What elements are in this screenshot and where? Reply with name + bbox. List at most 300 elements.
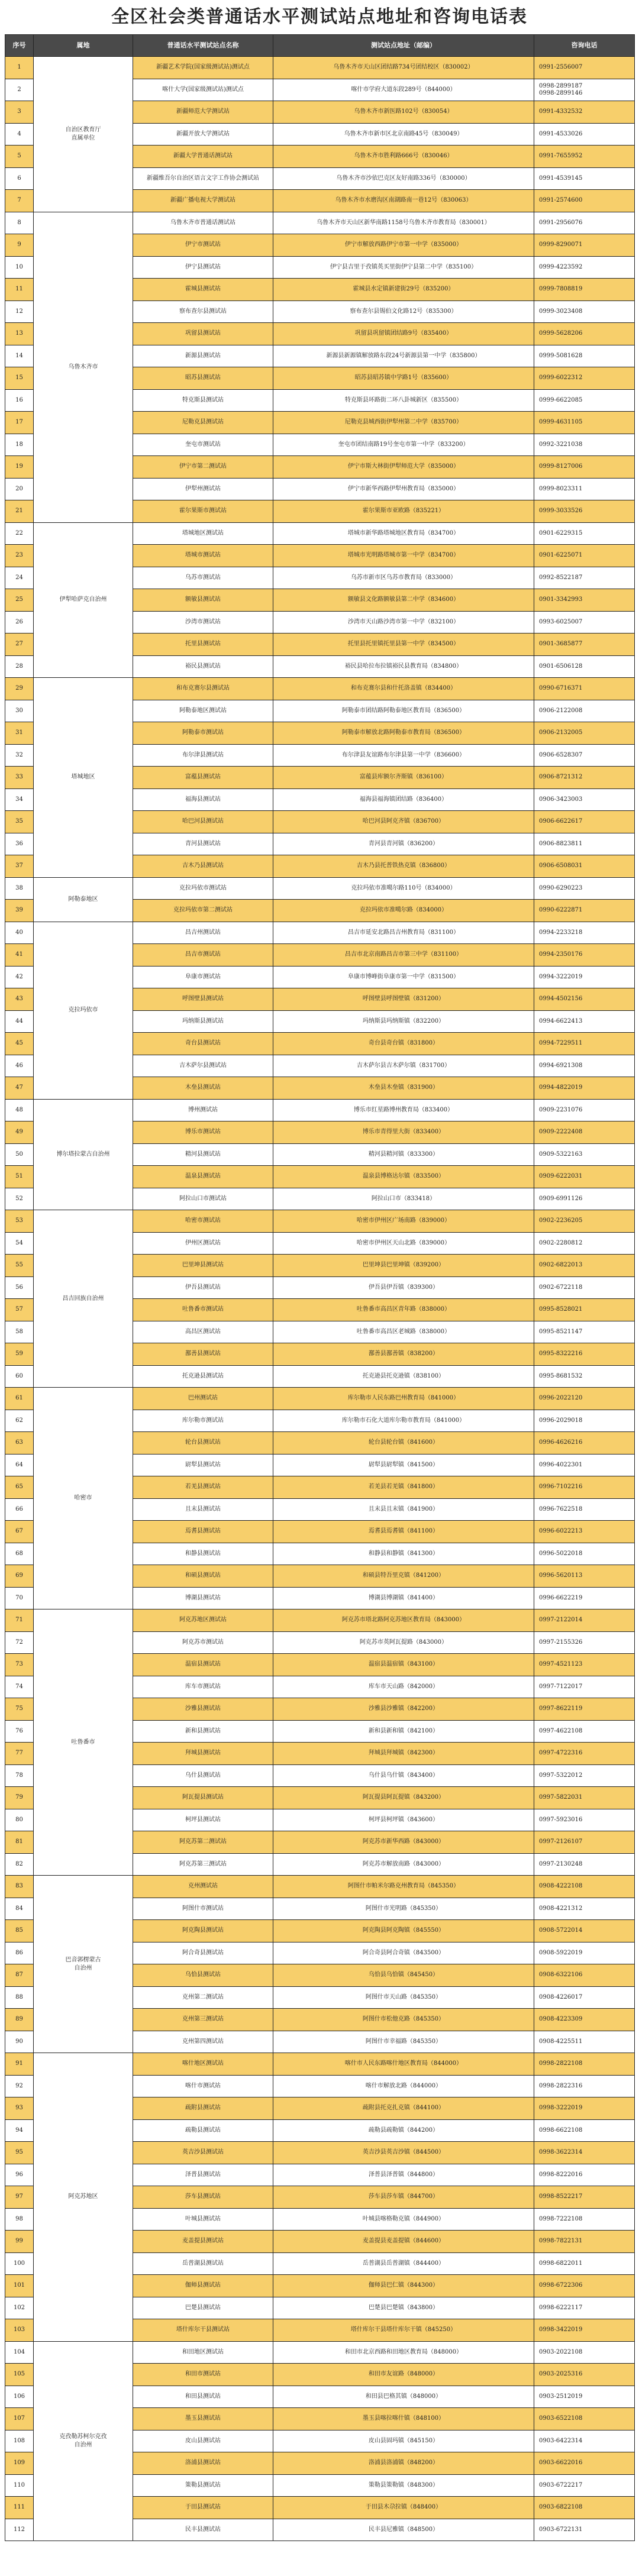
- station-address: 阿勒泰市解放北路阿勒泰市教育局（836500）: [273, 722, 534, 745]
- station-name: 昭苏县测试站: [133, 367, 273, 390]
- contact-phone: 0999-7808819: [534, 279, 635, 301]
- station-address: 博湖县博湖镇（841400）: [273, 1587, 534, 1609]
- row-number: 79: [5, 1787, 34, 1809]
- row-number: 103: [5, 2319, 34, 2342]
- area-cell: 克孜勒苏柯尔克孜 自治州: [34, 2341, 133, 2541]
- contact-phone: 0998-6722306: [534, 2275, 635, 2297]
- contact-phone: 0908-6322106: [534, 1964, 635, 1987]
- station-name: 吉木萨尔县测试站: [133, 1055, 273, 1077]
- contact-phone: 0901-6506128: [534, 655, 635, 678]
- station-address: 阿图什市幸福路（845350）: [273, 2031, 534, 2053]
- station-name: 阜康市测试站: [133, 966, 273, 988]
- station-name: 裕民县测试站: [133, 655, 273, 678]
- station-address: 阿克苏市解放南路（843000）: [273, 1853, 534, 1876]
- contact-phone: 0901-3342993: [534, 589, 635, 612]
- contact-phone: 0908-4222108: [534, 1876, 635, 1898]
- station-address: 木垒县木垒镇（831900）: [273, 1077, 534, 1100]
- station-name: 昌吉州测试站: [133, 922, 273, 944]
- header-tel: 咨询电话: [534, 35, 635, 57]
- row-number: 74: [5, 1676, 34, 1698]
- station-address: 轮台县轮台镇（841600）: [273, 1432, 534, 1455]
- row-number: 42: [5, 966, 34, 988]
- contact-phone: 0991-4539145: [534, 167, 635, 190]
- station-name: 喀什大学(国家级测试站)测试点: [133, 79, 273, 101]
- station-address: 洛浦县洛浦镇（848200）: [273, 2452, 534, 2475]
- row-number: 82: [5, 1853, 34, 1876]
- contact-phone: 0998-7822131: [534, 2231, 635, 2253]
- contact-phone: 0903-6422314: [534, 2430, 635, 2452]
- row-number: 65: [5, 1476, 34, 1499]
- station-address: 巴里坤县巴里坤镇（839200）: [273, 1255, 534, 1277]
- station-name: 乌鲁木齐市普通话测试站: [133, 212, 273, 234]
- contact-phone: 0997-4622108: [534, 1720, 635, 1743]
- station-name: 精河县测试站: [133, 1143, 273, 1166]
- station-name: 阿瓦提县测试站: [133, 1787, 273, 1809]
- station-address: 阿拉山口市（833418）: [273, 1188, 534, 1210]
- row-number: 49: [5, 1121, 34, 1144]
- station-name: 叶城县测试站: [133, 2208, 273, 2231]
- station-name: 和布克赛尔县测试站: [133, 678, 273, 700]
- row-number: 21: [5, 500, 34, 523]
- station-name: 克拉玛依市第二测试站: [133, 900, 273, 922]
- station-address: 策勒县策勒镇（848300）: [273, 2474, 534, 2497]
- station-name: 吐鲁番市测试站: [133, 1299, 273, 1321]
- table-row: [5, 1609, 635, 1632]
- row-number: 52: [5, 1188, 34, 1210]
- station-name: 新疆广播电视大学测试站: [133, 190, 273, 212]
- row-number: 37: [5, 855, 34, 878]
- contact-phone: 0996-2022120: [534, 1388, 635, 1410]
- station-name: 新疆大学普通话测试站: [133, 146, 273, 168]
- row-number: 91: [5, 2053, 34, 2076]
- contact-phone: 0991-2574600: [534, 190, 635, 212]
- row-number: 38: [5, 877, 34, 900]
- row-number: 5: [5, 146, 34, 168]
- row-number: 92: [5, 2075, 34, 2097]
- station-name: 新疆艺术学院(国家级测试站)测试点: [133, 57, 273, 79]
- station-name: 鄯善县测试站: [133, 1343, 273, 1366]
- station-name: 巴里坤县测试站: [133, 1255, 273, 1277]
- row-number: 106: [5, 2386, 34, 2408]
- station-name: 阿图什市测试站: [133, 1898, 273, 1920]
- row-number: 84: [5, 1898, 34, 1920]
- row-number: 54: [5, 1232, 34, 1255]
- station-address: 和田市友谊路（848000）: [273, 2364, 534, 2386]
- station-name: 阿勒泰地区测试站: [133, 700, 273, 722]
- row-number: 108: [5, 2430, 34, 2452]
- station-name: 喀什地区测试站: [133, 2053, 273, 2076]
- station-address: 尉犁县尉犁镇（841500）: [273, 1454, 534, 1476]
- row-number: 63: [5, 1432, 34, 1455]
- row-number: 3: [5, 101, 34, 124]
- row-number: 72: [5, 1631, 34, 1654]
- header-name: 普通话水平测试站点名称: [133, 35, 273, 57]
- contact-phone: 0994-2233218: [534, 922, 635, 944]
- contact-phone: 0901-3685877: [534, 634, 635, 656]
- station-name: 若羌县测试站: [133, 1476, 273, 1499]
- contact-phone: 0903-6722217: [534, 2474, 635, 2497]
- contact-phone: 0998-7222108: [534, 2208, 635, 2231]
- station-address: 霍城县水定镇新建街29号（835200）: [273, 279, 534, 301]
- contact-phone: 0999-8290071: [534, 234, 635, 257]
- contact-phone: 0990-6222871: [534, 900, 635, 922]
- station-name: 玛纳斯县测试站: [133, 1010, 273, 1033]
- row-number: 57: [5, 1299, 34, 1321]
- area-cell: 乌鲁木齐市: [34, 212, 133, 522]
- station-name: 额敏县测试站: [133, 589, 273, 612]
- contact-phone: 0903-6822108: [534, 2497, 635, 2519]
- row-number: 2: [5, 79, 34, 101]
- row-number: 109: [5, 2452, 34, 2475]
- contact-phone: 0998-8522217: [534, 2186, 635, 2209]
- station-name: 乌苏市测试站: [133, 567, 273, 589]
- contact-phone: 0997-2126107: [534, 1831, 635, 1854]
- station-address: 玛纳斯县玛纳斯镇（832200）: [273, 1010, 534, 1033]
- row-number: 96: [5, 2164, 34, 2186]
- contact-phone: 0909-2231076: [534, 1099, 635, 1121]
- row-number: 4: [5, 123, 34, 146]
- contact-phone: 0999-5628206: [534, 323, 635, 345]
- station-address: 新源县新源镇解放路东段24号新源县第一中学（835800）: [273, 345, 534, 367]
- table-body: [5, 57, 635, 2541]
- station-address: 和田县巴格其镇（848000）: [273, 2386, 534, 2408]
- station-address: 塔城市新华路塔城地区教育局（834700）: [273, 522, 534, 545]
- station-address: 拜城县拜城镇（842300）: [273, 1743, 534, 1765]
- station-address: 库尔勒市人民东路巴州教育局（841000）: [273, 1388, 534, 1410]
- row-number: 35: [5, 811, 34, 833]
- contact-phone: 0991-2956076: [534, 212, 635, 234]
- area-cell: 伊犁哈萨克自治州: [34, 522, 133, 678]
- contact-phone: 0991-2556007: [534, 57, 635, 79]
- station-address: 托里县托里镇托里县第一中学（834500）: [273, 634, 534, 656]
- station-address: 塔什库尔干县塔什库尔干镇（845250）: [273, 2319, 534, 2342]
- station-address: 乌鲁木齐市天山区新华南路1158号乌鲁木齐市教育局（830001）: [273, 212, 534, 234]
- row-number: 44: [5, 1010, 34, 1033]
- row-number: 19: [5, 456, 34, 479]
- station-address: 哈巴河县阿克齐镇（836700）: [273, 811, 534, 833]
- station-name: 塔什库尔干县测试站: [133, 2319, 273, 2342]
- row-number: 93: [5, 2097, 34, 2120]
- row-number: 67: [5, 1521, 34, 1543]
- area-cell: 吐鲁番市: [34, 1609, 133, 1876]
- contact-phone: 0903-2512019: [534, 2386, 635, 2408]
- station-address: 吉木乃县托普铁热克镇（836800）: [273, 855, 534, 878]
- station-name: 阿克苏地区测试站: [133, 1609, 273, 1632]
- station-address: 和布克赛尔县和什托洛盖镇（834400）: [273, 678, 534, 700]
- station-address: 民丰县尼雅镇（848500）: [273, 2519, 534, 2541]
- station-name: 民丰县测试站: [133, 2519, 273, 2541]
- contact-phone: 0997-5822031: [534, 1787, 635, 1809]
- row-number: 58: [5, 1321, 34, 1343]
- contact-phone: 0997-7122017: [534, 1676, 635, 1698]
- contact-phone: 0997-2122014: [534, 1609, 635, 1632]
- row-number: 48: [5, 1099, 34, 1121]
- contact-phone: 0997-2130248: [534, 1853, 635, 1876]
- station-name: 阿勒泰市测试站: [133, 722, 273, 745]
- row-number: 25: [5, 589, 34, 612]
- header-no: 序号: [5, 35, 34, 57]
- station-address: 阜康市博峰街阜康市第一中学（831500）: [273, 966, 534, 988]
- station-address: 岳普湖县岳普湖镇（844400）: [273, 2252, 534, 2275]
- row-number: 107: [5, 2408, 34, 2430]
- station-name: 巴楚县测试站: [133, 2297, 273, 2319]
- station-name: 阿克苏第二测试站: [133, 1831, 273, 1854]
- contact-phone: 0906-8823811: [534, 833, 635, 855]
- contact-phone: 0908-4226017: [534, 1986, 635, 2009]
- row-number: 55: [5, 1255, 34, 1277]
- page-title: 全区社会类普通话水平测试站点地址和咨询电话表: [111, 7, 528, 27]
- row-number: 30: [5, 700, 34, 722]
- row-number: 75: [5, 1698, 34, 1721]
- contact-phone: 0996-2029018: [534, 1410, 635, 1432]
- row-number: 56: [5, 1276, 34, 1299]
- station-address: 泽普县泽普镇（844800）: [273, 2164, 534, 2186]
- station-address: 托克逊县托克逊镇（838100）: [273, 1365, 534, 1388]
- contact-phone: 0999-3023408: [534, 300, 635, 323]
- contact-phone: 0997-2155326: [534, 1631, 635, 1654]
- row-number: 70: [5, 1587, 34, 1609]
- row-number: 97: [5, 2186, 34, 2209]
- row-number: 41: [5, 944, 34, 967]
- contact-phone: 0991-7655952: [534, 146, 635, 168]
- station-address: 精河县精河镇（833300）: [273, 1143, 534, 1166]
- station-name: 皮山县测试站: [133, 2430, 273, 2452]
- row-number: 77: [5, 1743, 34, 1765]
- station-name: 新源县测试站: [133, 345, 273, 367]
- station-address: 英吉沙县英吉沙镇（844500）: [273, 2142, 534, 2164]
- contact-phone: 0994-7229511: [534, 1033, 635, 1055]
- contact-phone: 0906-2122008: [534, 700, 635, 722]
- row-number: 18: [5, 434, 34, 456]
- table-row: [5, 877, 635, 900]
- station-name: 阿拉山口市测试站: [133, 1188, 273, 1210]
- contact-phone: 0908-5722014: [534, 1920, 635, 1942]
- station-name: 沙雅县测试站: [133, 1698, 273, 1721]
- station-name: 巴州测试站: [133, 1388, 273, 1410]
- station-name: 哈巴河县测试站: [133, 811, 273, 833]
- row-number: 88: [5, 1986, 34, 2009]
- station-name: 岳普湖县测试站: [133, 2252, 273, 2275]
- station-name: 伊宁市测试站: [133, 234, 273, 257]
- contact-phone: 0998-3622314: [534, 2142, 635, 2164]
- station-name: 疏附县测试站: [133, 2097, 273, 2120]
- table-header: [5, 35, 635, 57]
- table-row: [5, 678, 635, 700]
- area-cell: 昌吉回族自治州: [34, 1210, 133, 1388]
- station-name: 阿合奇县测试站: [133, 1942, 273, 1964]
- station-address: 塔城市光明路塔城市第一中学（834700）: [273, 545, 534, 567]
- station-address: 福海县福海镇团结路（836400）: [273, 788, 534, 811]
- station-address: 昌吉市延安北路昌吉州教育局（831100）: [273, 922, 534, 944]
- station-address: 墨玉县喀拉喀什镇（848100）: [273, 2408, 534, 2430]
- row-number: 94: [5, 2119, 34, 2142]
- area-cell: 自治区教育厅 直属单位: [34, 57, 133, 212]
- station-address: 乌苏市新市区乌苏市教育局（833000）: [273, 567, 534, 589]
- station-address: 喀什市人民东路喀什地区教育局（844000）: [273, 2053, 534, 2076]
- station-name: 乌什县测试站: [133, 1764, 273, 1787]
- station-address: 尼勒克县城西街伊犁州第二中学（835700）: [273, 412, 534, 434]
- row-number: 100: [5, 2252, 34, 2275]
- area-cell: 塔城地区: [34, 678, 133, 878]
- station-name: 博湖县测试站: [133, 1587, 273, 1609]
- row-number: 104: [5, 2341, 34, 2364]
- contact-phone: 0996-4022301: [534, 1454, 635, 1476]
- row-number: 98: [5, 2208, 34, 2231]
- station-address: 乌恰县乌恰镇（845450）: [273, 1964, 534, 1987]
- contact-phone: 0996-7102216: [534, 1476, 635, 1499]
- station-address: 阿图什市光明路（845350）: [273, 1898, 534, 1920]
- row-number: 45: [5, 1033, 34, 1055]
- station-address: 乌什县乌什镇（843400）: [273, 1764, 534, 1787]
- station-address: 喀什市解放北路（844000）: [273, 2075, 534, 2097]
- station-name: 疏勒县测试站: [133, 2119, 273, 2142]
- station-address: 伽师县巴仁镇（844300）: [273, 2275, 534, 2297]
- row-number: 22: [5, 522, 34, 545]
- station-name: 霍尔果斯市测试站: [133, 500, 273, 523]
- contact-phone: 0903-2025316: [534, 2364, 635, 2386]
- row-number: 17: [5, 412, 34, 434]
- station-name: 高昌区测试站: [133, 1321, 273, 1343]
- station-address: 昭苏县昭苏镇中学路1号（835600）: [273, 367, 534, 390]
- station-address: 哈密市伊州区广场南路（839000）: [273, 1210, 534, 1233]
- contact-phone: 0999-8127006: [534, 456, 635, 479]
- row-number: 73: [5, 1654, 34, 1676]
- contact-phone: 0906-2132005: [534, 722, 635, 745]
- station-address: 皮山县固玛镇（845150）: [273, 2430, 534, 2452]
- contact-phone: 0909-5322163: [534, 1143, 635, 1166]
- station-address: 伊吾县伊吾镇（839300）: [273, 1276, 534, 1299]
- station-name: 和田县测试站: [133, 2386, 273, 2408]
- station-name: 焉耆县测试站: [133, 1521, 273, 1543]
- station-address: 裕民县哈拉布拉镇裕民县教育局（834800）: [273, 655, 534, 678]
- station-name: 青河县测试站: [133, 833, 273, 855]
- contact-phone: 0908-4221312: [534, 1898, 635, 1920]
- station-address: 阿合奇县阿合奇镇（843500）: [273, 1942, 534, 1964]
- station-address: 库车市天山路（842000）: [273, 1676, 534, 1698]
- row-number: 27: [5, 634, 34, 656]
- stations-table: [5, 34, 635, 2541]
- station-address: 昌吉市北京南路昌吉市第三中学（831100）: [273, 944, 534, 967]
- contact-phone: 0906-6528307: [534, 744, 635, 767]
- row-number: 16: [5, 389, 34, 412]
- station-name: 喀什市测试站: [133, 2075, 273, 2097]
- station-name: 昌吉市测试站: [133, 944, 273, 967]
- contact-phone: 0909-6222031: [534, 1166, 635, 1188]
- row-number: 62: [5, 1410, 34, 1432]
- contact-phone: 0908-5922019: [534, 1942, 635, 1964]
- station-name: 莎车县测试站: [133, 2186, 273, 2209]
- contact-phone: 0994-2350176: [534, 944, 635, 967]
- contact-phone: 0999-3033526: [534, 500, 635, 523]
- station-address: 莎车县莎车镇（844700）: [273, 2186, 534, 2209]
- station-name: 库车市测试站: [133, 1676, 273, 1698]
- station-address: 额敏县文化路额敏县第二中学（834600）: [273, 589, 534, 612]
- station-address: 若羌县若羌镇（841800）: [273, 1476, 534, 1499]
- station-address: 伊宁市新华西路伊犁州教育局（835000）: [273, 478, 534, 500]
- row-number: 43: [5, 988, 34, 1011]
- station-address: 乌鲁木齐市胜利路666号（830046）: [273, 146, 534, 168]
- row-number: 36: [5, 833, 34, 855]
- station-address: 乌鲁木齐市新市区北京南路45号（830049）: [273, 123, 534, 146]
- row-number: 47: [5, 1077, 34, 1100]
- contact-phone: 0996-5620113: [534, 1565, 635, 1588]
- station-address: 喀什市学府大道东段289号（844000）: [273, 79, 534, 101]
- contact-phone: 0995-8681532: [534, 1365, 635, 1388]
- table-row: [5, 2053, 635, 2076]
- table-row: [5, 1388, 635, 1410]
- row-number: 81: [5, 1831, 34, 1854]
- table-row: [5, 1876, 635, 1898]
- row-number: 20: [5, 478, 34, 500]
- station-name: 克州第二测试站: [133, 1986, 273, 2009]
- contact-phone: 0994-4502156: [534, 988, 635, 1011]
- header-addr: 测试站点地址（邮编）: [273, 35, 534, 57]
- table-row: [5, 212, 635, 234]
- station-name: 福海县测试站: [133, 788, 273, 811]
- station-name: 伊州区测试站: [133, 1232, 273, 1255]
- contact-phone: 0998-2899187 0998-2899146: [534, 79, 635, 101]
- station-name: 塔城地区测试站: [133, 522, 273, 545]
- row-number: 50: [5, 1143, 34, 1166]
- station-name: 吉木乃县测试站: [133, 855, 273, 878]
- station-address: 克拉玛依市准噶尔路110号（834000）: [273, 877, 534, 900]
- station-name: 伊犁州测试站: [133, 478, 273, 500]
- station-address: 麦盖提县麦盖提镇（844600）: [273, 2231, 534, 2253]
- station-address: 呼图壁县呼图壁镇（831200）: [273, 988, 534, 1011]
- contact-phone: 0906-8721312: [534, 767, 635, 789]
- station-name: 泽普县测试站: [133, 2164, 273, 2186]
- contact-phone: 0999-4631105: [534, 412, 635, 434]
- station-address: 伊宁市斯大林街伊犁师范大学（835000）: [273, 456, 534, 479]
- station-name: 和田地区测试站: [133, 2341, 273, 2364]
- station-name: 新疆维吾尔自治区语言文字工作协会测试站: [133, 167, 273, 190]
- contact-phone: 0902-2236205: [534, 1210, 635, 1233]
- station-name: 和田市测试站: [133, 2364, 273, 2386]
- station-name: 察布查尔县测试站: [133, 300, 273, 323]
- station-address: 叶城县喀格勒克镇（844900）: [273, 2208, 534, 2231]
- station-name: 轮台县测试站: [133, 1432, 273, 1455]
- station-name: 库尔勒市测试站: [133, 1410, 273, 1432]
- row-number: 95: [5, 2142, 34, 2164]
- row-number: 24: [5, 567, 34, 589]
- station-name: 克州第三测试站: [133, 2009, 273, 2031]
- station-address: 乌鲁木齐市水磨沟区南湖路南一巷12号（830063）: [273, 190, 534, 212]
- row-number: 33: [5, 767, 34, 789]
- row-number: 64: [5, 1454, 34, 1476]
- row-number: 46: [5, 1055, 34, 1077]
- contact-phone: 0997-4521123: [534, 1654, 635, 1676]
- station-name: 克拉玛依市测试站: [133, 877, 273, 900]
- contact-phone: 0996-7622518: [534, 1498, 635, 1521]
- station-name: 奎屯市测试站: [133, 434, 273, 456]
- row-number: 71: [5, 1609, 34, 1632]
- area-cell: 哈密市: [34, 1388, 133, 1609]
- station-name: 阿克陶县测试站: [133, 1920, 273, 1942]
- station-address: 阿图什市松他克路（845350）: [273, 2009, 534, 2031]
- contact-phone: 0998-6222117: [534, 2297, 635, 2319]
- row-number: 59: [5, 1343, 34, 1366]
- station-name: 柯坪县测试站: [133, 1809, 273, 1831]
- station-address: 鄯善县鄯善镇（838200）: [273, 1343, 534, 1366]
- station-name: 和硕县测试站: [133, 1565, 273, 1588]
- table-row: [5, 522, 635, 545]
- contact-phone: 0903-6722131: [534, 2519, 635, 2541]
- contact-phone: 0998-8222016: [534, 2164, 635, 2186]
- contact-phone: 0996-4626216: [534, 1432, 635, 1455]
- contact-phone: 0999-8023311: [534, 478, 635, 500]
- station-name: 伊宁市第二测试站: [133, 456, 273, 479]
- station-address: 伊宁县吉里于孜镇英买里街伊宁县第二中学（835100）: [273, 256, 534, 279]
